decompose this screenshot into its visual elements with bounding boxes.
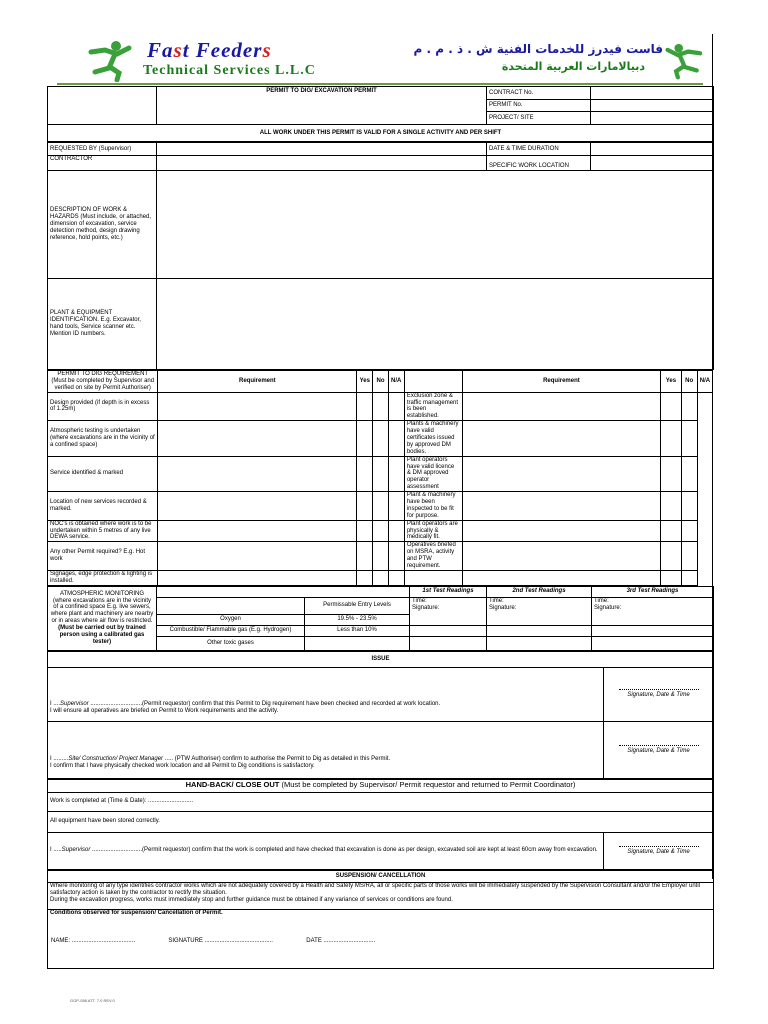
project-site-label: PROJECT/ SITE bbox=[487, 112, 591, 125]
permit-no-field[interactable] bbox=[591, 100, 714, 112]
requested-by-field[interactable] bbox=[157, 143, 487, 156]
no-checkbox[interactable] bbox=[661, 542, 681, 571]
description-label: DESCRIPTION OF WORK & HAZARDS (Must include, or attached, dimension of excavation, service detection method, design drawing reference, hold points, etc.) bbox=[48, 171, 157, 279]
blank-cell bbox=[404, 371, 462, 393]
permit-title: PERMIT TO DIG/ EXCAVATION PERMIT bbox=[157, 87, 487, 125]
na-checkbox[interactable] bbox=[373, 542, 388, 571]
blank-cell bbox=[157, 597, 305, 614]
no-checkbox[interactable] bbox=[661, 492, 681, 521]
na-checkbox[interactable] bbox=[373, 520, 388, 542]
suspension-text: Where monitoring of any type identifies contractor works which are not adequately covered by a Health and Safety MS/RA, all or specific parts of those works will be immediately suspended by the Supervision Consultant and/or the Employer until satisfactory action is taken by the contractor to rectify the situation. During the excavation progress, works must immediately stop and further guidance must be obtained if any variance of services or conditions are found. bbox=[48, 882, 714, 909]
na-checkbox[interactable] bbox=[681, 492, 697, 521]
yes-checkbox[interactable] bbox=[158, 492, 357, 521]
yes-header: Yes bbox=[661, 371, 681, 393]
requirement-row bbox=[48, 421, 713, 456]
suspension-title: SUSPENSION/ CANCELLATION bbox=[48, 870, 714, 882]
no-checkbox[interactable] bbox=[661, 456, 681, 491]
signature-field[interactable]: SIGNATURE ......................................... bbox=[168, 937, 273, 944]
requirement-item: Service identified & marked bbox=[48, 456, 158, 491]
third-reading-cell[interactable]: Time: Signature: bbox=[592, 597, 714, 625]
requirement-item: NOC's is obtained where work is to be undertaken within 5 metres of any live DEWA service. bbox=[48, 520, 158, 542]
na-checkbox[interactable] bbox=[681, 542, 697, 571]
requirement-item: Plant operators have valid licence & DM approved operator assessment bbox=[404, 456, 462, 491]
first-reading-header: 1st Test Readings bbox=[410, 586, 487, 597]
yes-checkbox[interactable] bbox=[462, 456, 661, 491]
completion-signature-field[interactable]: Signature, Date & Time bbox=[604, 832, 714, 869]
header-divider bbox=[57, 83, 703, 85]
brand-arabic-name: فاست فيدرز للخدمات الفنية ش . ذ . م . م bbox=[413, 42, 663, 56]
atmospheric-monitoring-label: ATMOSPHERIC MONITORING (where excavations are in the vicinity of a confined space E.g. live sewers, where plant and machinery are nearby or in areas where air flow is restricted. (Must be carried out by trained person using a calibrated gas tester) bbox=[48, 586, 157, 650]
project-site-field[interactable] bbox=[591, 112, 714, 125]
requirement-header: Requirement bbox=[158, 371, 357, 393]
permit-header-table bbox=[47, 86, 714, 142]
na-checkbox[interactable] bbox=[373, 421, 388, 456]
yes-checkbox[interactable] bbox=[158, 520, 357, 542]
issue-table bbox=[47, 651, 714, 779]
contract-no-label: CONTRACT No. bbox=[487, 87, 591, 100]
na-checkbox[interactable] bbox=[373, 456, 388, 491]
issue-title: ISSUE bbox=[48, 651, 714, 667]
requirement-item: Signages, edge protection & lighting is installed. bbox=[48, 570, 158, 585]
blank-cell bbox=[388, 492, 404, 521]
requirement-row bbox=[48, 520, 713, 542]
blank-cell bbox=[388, 542, 404, 571]
reading-field[interactable] bbox=[410, 636, 487, 650]
no-checkbox[interactable] bbox=[661, 392, 681, 421]
description-field[interactable] bbox=[157, 171, 714, 279]
plant-equipment-label: PLANT & EQUIPMENT IDENTIFICATION. E.g. Excavator, hand tools, Service scanner etc. Mention ID numbers. bbox=[48, 279, 157, 370]
na-checkbox[interactable] bbox=[681, 570, 697, 585]
specific-location-field[interactable] bbox=[591, 156, 714, 171]
yes-checkbox[interactable] bbox=[462, 542, 661, 571]
no-checkbox[interactable] bbox=[357, 542, 373, 571]
blank-cell bbox=[157, 586, 410, 597]
na-header: N/A bbox=[697, 371, 712, 393]
contractor-label: CONTRACTOR bbox=[48, 156, 157, 171]
permit-requirement-label: PERMIT TO DIG REQUIREMENT (Must be completed by Supervisor and verified on site by Permit Authoriser) bbox=[48, 371, 158, 393]
single-activity-notice: ALL WORK UNDER THIS PERMIT IS VALID FOR A SINGLE ACTIVITY AND PER SHIFT bbox=[48, 125, 714, 142]
yes-checkbox[interactable] bbox=[158, 456, 357, 491]
na-checkbox[interactable] bbox=[681, 456, 697, 491]
supervisor-confirmation: I ....Supervisor ...............................(Permit requestor) confirm that this Permit to Dig requirement have been checked and recorded at work location. I will ensure all operatives are briefed on Permit to Work requirements and the activity. bbox=[48, 667, 604, 721]
requirement-row bbox=[48, 570, 713, 585]
date-time-label: DATE & TIME DURATION bbox=[487, 143, 591, 156]
handback-table bbox=[47, 779, 714, 870]
requirement-item: Location of new services recorded & marked. bbox=[48, 492, 158, 521]
reading-field[interactable] bbox=[487, 636, 592, 650]
no-checkbox[interactable] bbox=[357, 421, 373, 456]
no-checkbox[interactable] bbox=[661, 520, 681, 542]
yes-checkbox[interactable] bbox=[462, 520, 661, 542]
no-checkbox[interactable] bbox=[357, 456, 373, 491]
na-checkbox[interactable] bbox=[681, 421, 697, 456]
na-checkbox[interactable] bbox=[373, 570, 388, 585]
yes-header: Yes bbox=[357, 371, 373, 393]
requirement-row bbox=[48, 392, 713, 421]
requirement-row bbox=[48, 492, 713, 521]
letterhead bbox=[47, 36, 713, 86]
work-info-table bbox=[47, 142, 714, 370]
brand-name: Fast Feeders bbox=[147, 38, 272, 62]
requirement-item: Plant operators are physically & medically fit. bbox=[404, 520, 462, 542]
contractor-field[interactable] bbox=[157, 156, 487, 171]
requirement-item bbox=[404, 570, 462, 585]
reading-field[interactable] bbox=[592, 636, 714, 650]
no-checkbox[interactable] bbox=[357, 492, 373, 521]
no-checkbox[interactable] bbox=[661, 421, 681, 456]
yes-checkbox[interactable] bbox=[158, 392, 357, 421]
conditions-label: Conditions observed for suspension/ Cancellation of Permit. bbox=[50, 909, 223, 916]
name-field[interactable]: NAME: ...................................... bbox=[51, 937, 136, 944]
other-gases-label: Other toxic gases bbox=[157, 636, 305, 650]
requirement-header: Requirement bbox=[462, 371, 661, 393]
reading-field[interactable] bbox=[410, 625, 487, 636]
completion-confirmation: I .....Supervisor ..............................(Permit requestor) confirm that the work is completed and have checked that excavation is done as per design, excavated soil are kept at least 60cm away from excavation. bbox=[48, 832, 604, 869]
no-header: No bbox=[681, 371, 697, 393]
permit-no-label: PERMIT No. bbox=[487, 100, 591, 112]
reading-field[interactable] bbox=[592, 625, 714, 636]
no-checkbox[interactable] bbox=[661, 570, 681, 585]
blank-cell bbox=[388, 456, 404, 491]
suspension-conditions-field[interactable] bbox=[48, 909, 714, 968]
second-reading-cell[interactable]: Time: Signature: bbox=[487, 597, 592, 625]
brand-arabic-location: دبيالامارات العربية المتحدة bbox=[501, 60, 645, 73]
no-checkbox[interactable] bbox=[357, 392, 373, 421]
equipment-stored-statement: All equipment have been stored correctly. bbox=[48, 811, 714, 832]
requirement-item: Plants & machinery have valid certificates issued by approved DM bodies. bbox=[404, 421, 462, 456]
yes-checkbox[interactable] bbox=[158, 421, 357, 456]
runner-logo-icon bbox=[83, 40, 139, 82]
work-completed-field[interactable]: Work is completed at (Time & Date): ........................... bbox=[48, 792, 714, 811]
specific-location-label: SPECIFIC WORK LOCATION bbox=[487, 156, 591, 171]
permit-form bbox=[47, 36, 713, 969]
na-checkbox[interactable] bbox=[681, 520, 697, 542]
plant-equipment-field[interactable] bbox=[157, 279, 714, 370]
blank-cell bbox=[388, 520, 404, 542]
na-checkbox[interactable] bbox=[681, 392, 697, 421]
requirement-item: Design provided (if depth is in excess of 1.25m) bbox=[48, 392, 158, 421]
reading-field[interactable] bbox=[487, 625, 592, 636]
requirement-row bbox=[48, 542, 713, 571]
blank-cell bbox=[305, 636, 410, 650]
atmospheric-monitoring-table bbox=[47, 586, 714, 651]
na-header: N/A bbox=[388, 371, 404, 393]
oxygen-label: Oxygen bbox=[157, 614, 305, 625]
yes-checkbox[interactable] bbox=[462, 570, 661, 585]
requested-by-label: REQUESTED BY (Supervisor) bbox=[48, 143, 157, 156]
na-checkbox[interactable] bbox=[373, 392, 388, 421]
document-code: GOP-058 ATT. 7.0 REV.0 bbox=[70, 998, 115, 1003]
combustible-gas-level: Less than 10% bbox=[305, 625, 410, 636]
contract-no-field[interactable] bbox=[591, 87, 714, 100]
requirement-item: Plant & machinery have been inspected to be fit for purpose. bbox=[404, 492, 462, 521]
yes-checkbox[interactable] bbox=[158, 570, 357, 585]
third-reading-header: 3rd Test Readings bbox=[592, 586, 714, 597]
manager-confirmation: I .........Site/ Construction/ Project Manager ..... (PTW Authoriser) confirm to authorise the Permit to Dig as detailed in this Permit. I confirm that I have physically checked work location and all Permit to Dig conditions is satisfactory. bbox=[48, 721, 604, 778]
requirement-row bbox=[48, 456, 713, 491]
no-header: No bbox=[373, 371, 388, 393]
first-reading-cell[interactable]: Time: Signature: bbox=[410, 597, 487, 625]
yes-checkbox[interactable] bbox=[462, 421, 661, 456]
na-checkbox[interactable] bbox=[373, 492, 388, 521]
second-reading-header: 2nd Test Readings bbox=[487, 586, 592, 597]
blank-cell bbox=[388, 421, 404, 456]
brand-subtitle: Technical Services L.L.C bbox=[143, 63, 316, 78]
requirement-item: Any other Permit required? E.g. Hot work bbox=[48, 542, 158, 571]
blank-cell bbox=[388, 392, 404, 421]
runner-logo-icon bbox=[659, 40, 707, 82]
date-time-field[interactable] bbox=[591, 143, 714, 156]
blank-cell bbox=[388, 570, 404, 585]
date-field[interactable]: DATE ............................... bbox=[306, 937, 376, 944]
requirement-item: Atmospheric testing is undertaken (where excavations are in the vicinity of a confined space) bbox=[48, 421, 158, 456]
handback-title: HAND-BACK/ CLOSE OUT (Must be completed by Supervisor/ Permit requestor and returned to Permit Coordinator) bbox=[48, 779, 714, 792]
suspension-table bbox=[47, 870, 714, 969]
requirement-item: Exclusion zone & traffic management is been established. bbox=[404, 392, 462, 421]
supervisor-signature-field[interactable]: Signature, Date & Time bbox=[604, 667, 714, 721]
combustible-gas-label: Combustible/ Flammable gas (E.g. Hydrogen) bbox=[157, 625, 305, 636]
suspension-sign-row bbox=[50, 938, 711, 945]
requirements-table bbox=[47, 370, 713, 586]
requirement-item: Operatives briefed on MSRA, activity and PTW requirement. bbox=[404, 542, 462, 571]
no-checkbox[interactable] bbox=[357, 520, 373, 542]
no-checkbox[interactable] bbox=[357, 570, 373, 585]
entry-levels-header: Permissable Entry Levels bbox=[305, 597, 410, 614]
blank-cell bbox=[48, 87, 157, 125]
yes-checkbox[interactable] bbox=[462, 392, 661, 421]
oxygen-level: 19.5% - 23.5% bbox=[305, 614, 410, 625]
yes-checkbox[interactable] bbox=[462, 492, 661, 521]
yes-checkbox[interactable] bbox=[158, 542, 357, 571]
manager-signature-field[interactable]: Signature, Date & Time bbox=[604, 721, 714, 778]
